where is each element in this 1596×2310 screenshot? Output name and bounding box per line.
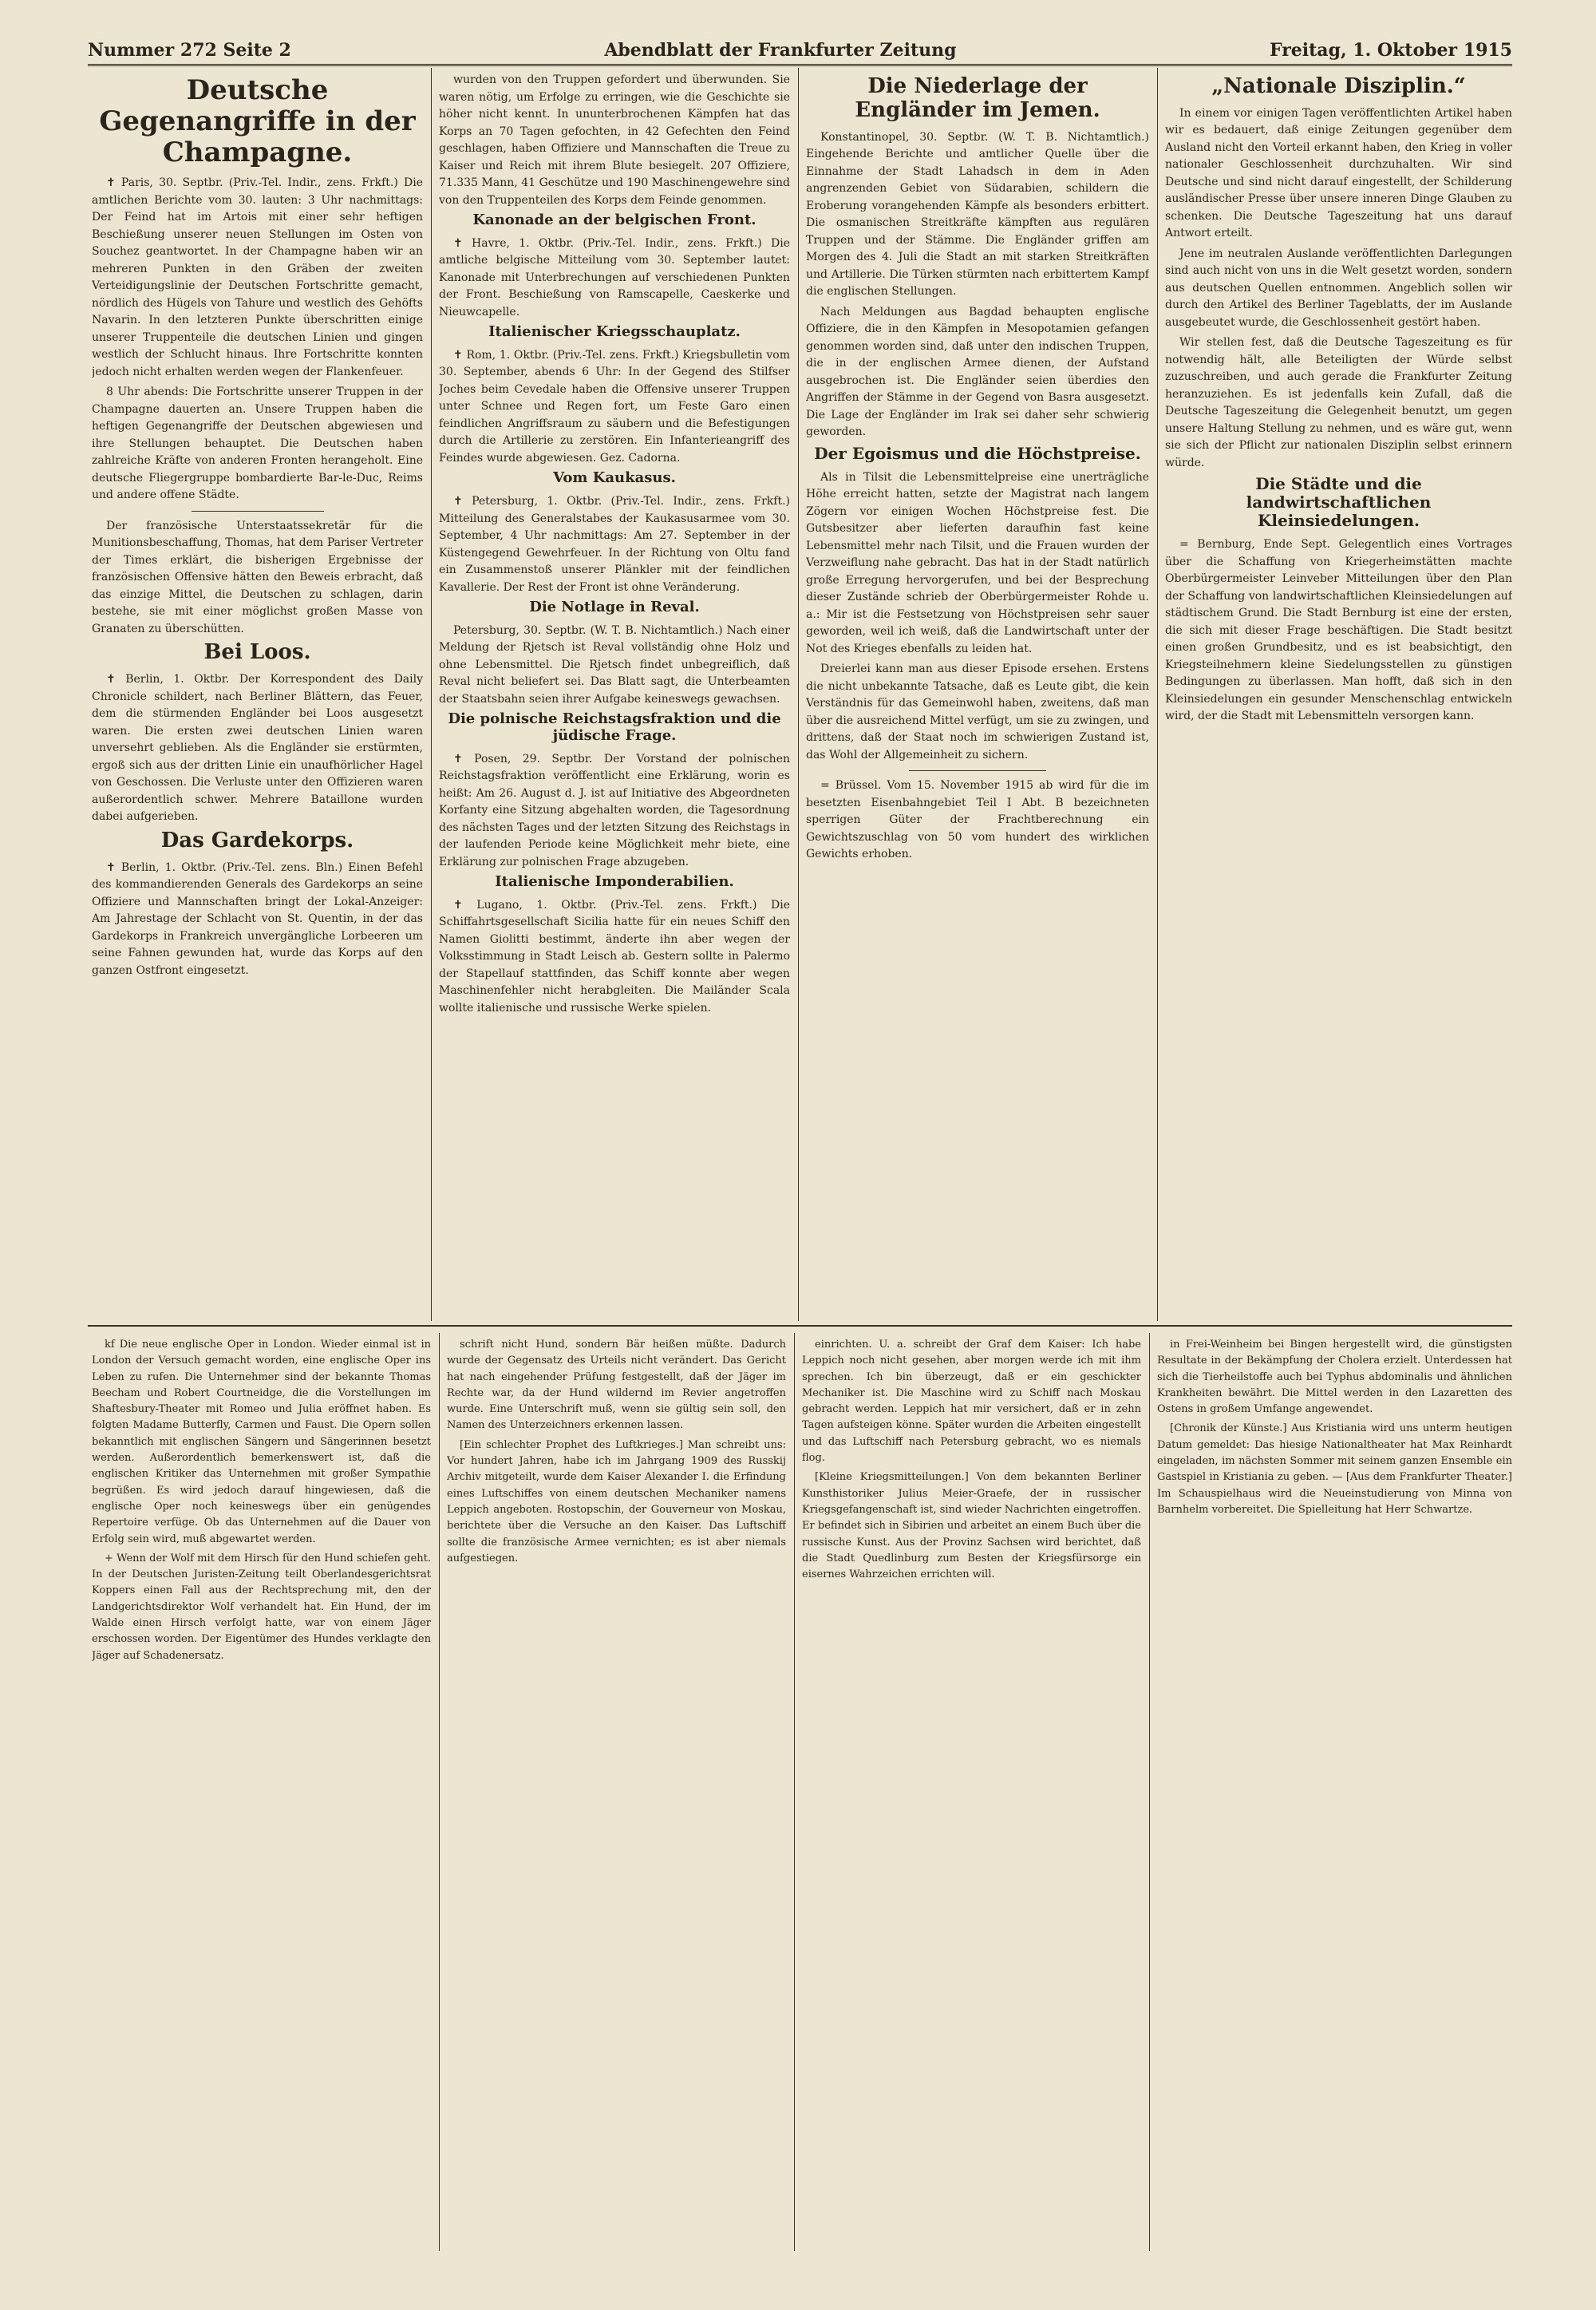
feuilleton-paragraph: [Chronik der Künste.] Aus Kristiania wird uns unterm heutigen Datum gemeldet: Das hiesige Nationaltheater hat Max Reinhardt eingeladen, im nächsten Sommer mit seinem ganzen Ensemble ein Gastspiel in Kristiania zu geben. — [Aus dem Frankfurter Theater.] Im Schauspielhaus wird die Neueinstudierung von Minna von Barnhelm vorbereitet. Die Spielleitung hat Herr Schwartze. <box>1157 1422 1512 1516</box>
article-paragraph: = Brüssel. Vom 15. November 1915 ab wird für die im besetzten Eisenbahngebiet Teil I Abt. B bezeichneten sperrigen Güter der Frachtberechnung ein Gewichtszuschlag von 50 vom hundert des wirklichen Gewichts erhoben. <box>806 779 1149 861</box>
feuilleton-column-4 <box>1157 1337 1512 2255</box>
article-paragraph: Dreierlei kann man aus dieser Episode ersehen. Erstens die nicht unbekannte Tatsache, daß es Leute gibt, die kein Verständnis für das Gemeinwohl haben, zweitens, daß man über die ausreichend Mittel verfügt, um sie zu zwingen, und drittens, daß der Staat noch im schwierigen Zustand ist, das Wohl der Allgemeinheit zu sichern. <box>806 663 1149 761</box>
headline-jemen: Die Niederlage der Engländer im Jemen. <box>855 74 1100 122</box>
column-2 <box>439 72 790 1321</box>
headline-hoechstpreise: Der Egoismus und die Höchstpreise. <box>814 443 1141 463</box>
article-paragraph: ✝ Havre, 1. Oktbr. (Priv.-Tel. Indir., zens. Frkft.) Die amtliche belgische Mitteilung vom 30. September lautet: Kanonade mit Unterbrechungen auf verschiedenen Punkten der Front. Beschießung von Ramscapelle, Caeskerke und Nieuwcapelle. <box>439 236 790 318</box>
masthead-date: Freitag, 1. Oktober 1915 <box>1269 40 1512 61</box>
column-rule <box>431 68 432 1321</box>
headline-reval: Die Notlage in Reval. <box>529 599 700 616</box>
column-rule <box>1149 1333 1150 2251</box>
article-paragraph: ✝ Paris, 30. Septbr. (Priv.-Tel. Indir., zens. Frkft.) Die amtlichen Berichte vom 30. lauten: 3 Uhr nachmittags: Der Feind hat im Artois mit einer sehr heftigen Beschießung unserer neuen Stellungen im Osten von Souchez geantwortet. In der Champagne haben wir an mehreren Punkten in den Gräben der zweiten Verteidigungslinie der Deutschen Fortschritte gemacht, nördlich des Hügels von Tahure und westlich des Gehöfts Navarin. In den letzteren Punkte überschritten einige unserer Truppenteile die deutschen Linien und gingen westlich der Schlucht hinaus. Ihre Fortschritte konnten jedoch nicht erhalten werden wegen der Flankenfeuer. <box>92 176 423 378</box>
article-paragraph: Konstantinopel, 30. Septbr. (W. T. B. Nichtamtlich.) Eingehende Berichte und amtlicher Quelle über die Einnahme der Stadt Lahadsch in dem in Aden angrenzenden Gebiet von Südarabien, schildern die Eroberung vorangehenden Kämpfe als besonders erbittert. Die osmanischen Streitkräfte kämpften aus regulären Truppen und der Stämme. Die Engländer griffen am Morgen des 4. Juli die Stadt an mit starken Streitkräften und Artillerie. Die Türken stürmten nach erbittertem Kampf die englischen Stellungen. <box>806 130 1149 299</box>
article-paragraph: = Bernburg, Ende Sept. Gelegentlich eines Vortrages über die Schaffung von Kriegerheimstätten machte Oberbürgermeister Leinveber Mitteilungen über den Plan der Schaffung von landwirtschaftlichen Kleinsiedelungen auf städtischem Grund. Die Stadt Bernburg ist eine der ersten, die sich mit dieser Frage beschäftigen. Die Stadt besitzt einen großen Grundbesitz, und es ist beabsichtigt, den Kriegsteilnehmern kleine Siedelungsstellen zu günstigen Bedingungen zu überlassen. Man hofft, daß sich in den Kleinsiedelungen ein gesunder Menschenschlag entwickeln wird, der die Stadt mit Lebensmitteln versorgen kann. <box>1165 538 1512 723</box>
article-paragraph: ✝ Lugano, 1. Oktbr. (Priv.-Tel. zens. Frkft.) Die Schiffahrtsgesellschaft Sicilia hatte für ein neues Schiff den Namen Giolitti bestimmt, änderte ihn aber wegen der Volksstimmung in Stadt Leisch ab. Gestern sollte in Palermo der Stapellauf stattfinden, das Schiff konnte aber wegen Maschinenfehler nicht herabgleiten. Die Mailänder Scala wollte italienische und russische Werke spielen. <box>439 898 790 1015</box>
masthead-title: Abendblatt der Frankfurter Zeitung <box>604 40 957 61</box>
article-paragraph: Jene im neutralen Auslande veröffentlichten Darlegungen sind auch nicht von uns in die Welt gesetzt worden, sondern aus deutschen Quellen entnommen. Angeblich sollen wir durch den Artikel des Berliner Tageblatts, der im Auslande ausgebeutet wurde, die Geschlossenheit gestört haben. <box>1165 247 1512 329</box>
feuilleton-divider <box>88 1325 1512 1327</box>
headline-kleinsiedelungen: Die Städte und die landwirtschaftlichen Kleinsiedelungen. <box>1246 474 1432 531</box>
column-4 <box>1165 72 1512 1321</box>
headline-caucasus: Vom Kaukasus. <box>553 469 676 487</box>
masthead <box>88 40 1512 66</box>
feuilleton-paragraph: in Frei-Weinheim bei Bingen hergestellt wird, die günstigsten Resultate in der Bekämpfung der Cholera erzielt. Unterdessen hat sich die Tierheilstoffe auch bei Typhus abdominalis und ähnlichen Krankheiten bewährt. Die Mittel werden in den Lazaretten des Ostens in großem Umfange angewendet. <box>1157 1339 1512 1416</box>
article-paragraph: wurden von den Truppen gefordert und überwunden. Sie waren nötig, um Erfolge zu erringen, wie die Geschichte sie höher nicht kennt. In ununterbrochenen Kämpfen hat das Korps an 70 Tagen gefochten, in 42 Gefechten den Feind geschlagen, haben Offiziere und Mannschaften die Treue zu Kaiser und Reich mit ihrem Blute besiegelt. 207 Offiziere, 71.335 Mann, 41 Geschütze und 190 Maschinengewehre sind von den Truppenteilen des Korps dem Feinde genommen. <box>439 73 790 207</box>
feuilleton-paragraph: [Ein schlechter Prophet des Luftkrieges.] Man schreibt uns: Vor hundert Jahren, habe ich im Jahrgang 1909 des Russkij Archiv mitgeteilt, wurde dem Kaiser Alexander I. die Erfindung eines Luftschiffes von einem deutschen Mechaniker namens Leppich angeboten. Rostopschin, der Gouverneur von Moskau, berichtete über die Versuche an den Kaiser. Das Luftschiff sollte die französische Armee vernichten; es ist aber niemals aufgestiegen. <box>447 1438 786 1564</box>
feuilleton-paragraph: kf Die neue englische Oper in London. Wieder einmal ist in London der Versuch gemacht worden, eine englische Oper ins Leben zu rufen. Die Unternehmer sind der bekannte Thomas Beecham und Robert Courtneidge, die die Vorstellungen im Shaftesbury-Theater mit Romeo und Julia eröffnet haben. Es folgten Madame Butterfly, Carmen und Faust. Die Opern sollen bekanntlich mit englischen Sängern und Sängerinnen besetzt werden. Außerordentlich bemerkenswert ist, daß die englischen Kritiker das Unternehmen mit großer Sympathie begrüßen. Es wird jedoch darauf hingewiesen, daß die englische Oper noch keineswegs über ein genügendes Repertoire verfüge. Ob das Unternehmen auf die Dauer von Erfolg sein wird, muß abgewartet werden. <box>92 1339 431 1545</box>
headline-italian-front: Italienischer Kriegsschauplatz. <box>488 323 741 341</box>
headline-gardekorps: Das Gardekorps. <box>160 828 354 852</box>
headline-champagne: Deutsche Gegenangriffe in der Champagne. <box>99 74 416 169</box>
headline-disziplin: „Nationale Disziplin.“ <box>1211 74 1466 98</box>
article-paragraph: In einem vor einigen Tagen veröffentlichten Artikel haben wir es bedauert, daß einige Zeitungen gegenüber dem Ausland nicht den Vorteil erkannt haben, den Krieg in voller nationaler Geschlossenheit durchzuhalten. Wir sind Deutsche und sind nicht darauf eingestellt, der Schilderung ausländischer Presse über unsere inneren Dinge Glauben zu schenken. Die Deutsche Tageszeitung hat uns darauf Antwort erteilt. <box>1165 106 1512 240</box>
feuilleton-paragraph: [Kleine Kriegsmitteilungen.] Von dem bekannten Berliner Kunsthistoriker Julius Meier-Graefe, der in russischer Kriegsgefangenschaft ist, sind wieder Nachrichten eingetroffen. Er befindet sich in Sibirien und arbeitet an einem Buch über die russische Kunst. Aus der Provinz Sachsen wird berichtet, daß die Stadt Quedlinburg zum Besten der Kriegsfürsorge ein eisernes Wahrzeichen errichten will. <box>802 1471 1141 1581</box>
column-rule <box>1157 68 1158 1321</box>
column-rule <box>798 68 799 1321</box>
feuilleton-paragraph: schrift nicht Hund, sondern Bär heißen müßte. Dadurch wurde der Gegensatz des Urteils nicht verändert. Das Gericht hat nach eingehender Prüfung festgestellt, daß der Jäger im Rechte war, da der Hund wildernd im Revier angetroffen wurde. Eine Unterschrift muß, wenn sie gültig sein soll, den Namen des Unterzeichners erkennen lassen. <box>447 1339 786 1432</box>
feuilleton-column-2 <box>447 1337 786 2255</box>
column-rule <box>439 1333 440 2251</box>
article-paragraph: ✝ Berlin, 1. Oktbr. Der Korrespondent des Daily Chronicle schildert, nach Berliner Blättern, das Feuer, dem die stürmenden Engländer bei Loos ausgesetzt waren. Die ersten zwei deutschen Linien waren unversehrt geblieben. Als die Engländer sie erstürmten, ergoß sich aus der dritten Linie ein unaufhörlicher Hagel von Geschossen. Die Verluste unter den Offizieren waren außerordentlich schwer. Mehrere Bataillone wurden dabei aufgerieben. <box>92 673 423 824</box>
article-paragraph: Wir stellen fest, daß die Deutsche Tageszeitung es für notwendig hält, alle Beteiligten der Würde selbst zuzuschreiben, und auch gerade die Frankfurter Zeitung heranzuziehen. Es ist jedenfalls kein Zufall, daß die Deutsche Tageszeitung die Gelegenheit benutzt, um gegen unsere Haltung Stellung zu nehmen, und es wäre gut, wenn sie sich der Pflicht zur nationalen Disziplin selbst erinnern würde. <box>1165 336 1512 469</box>
article-paragraph: ✝ Berlin, 1. Oktbr. (Priv.-Tel. zens. Bln.) Einen Befehl des kommandierenden Generals des Gardekorps an seine Offiziere und Mannschaften bringt der Lokal-Anzeiger: Am Jahrestage der Schlacht von St. Quentin, in der das Gardekorps in Frankreich unvergängliche Lorbeeren um seine Fahnen gewunden hat, wurde das Korps auf den ganzen Ostfront eingesetzt. <box>92 860 423 977</box>
separator <box>192 511 324 512</box>
feuilleton-column-1 <box>92 1337 431 2255</box>
headline-belgian-front: Kanonade an der belgischen Front. <box>472 212 757 228</box>
masthead-issue: Nummer 272 Seite 2 <box>88 40 291 61</box>
column-rule <box>794 1333 795 2251</box>
feuilleton-paragraph: einrichten. U. a. schreibt der Graf dem Kaiser: Ich habe Leppich noch nicht gesehen, aber morgen werde ich mit ihm sprechen. Ich bin überzeugt, daß er ein geschickter Mechaniker ist. Die Maschine wird zu Schiff nach Moskau gebracht werden. Leppich hat mir versichert, daß er in zehn Tagen aufsteigen könne. Später wurden die Arbeiten eingestellt und das Luftschiff nach Petersburg gebracht, wo es niemals flog. <box>802 1339 1141 1465</box>
separator <box>909 770 1046 771</box>
feuilleton-column-3 <box>802 1337 1141 2255</box>
headline-polish-faction: Die polnische Reichstagsfraktion und die jüdische Frage. <box>448 710 781 744</box>
article-paragraph: ✝ Rom, 1. Oktbr. (Priv.-Tel. zens. Frkft.) Kriegsbulletin vom 30. September, abends 6 Uhr: In der Gegend des Stilfser Joches beim Cevedale haben die Offensive unserer Truppen unter Schnee und Regen fort, um Feste Garo einen feindlichen Angriffsraum zu säubern und die Befestigungen durch die Artillerie zu zerstören. Ein Infanterieangriff des Feindes wurde abgewiesen. Gez. Cadorna. <box>439 348 790 465</box>
headline-loos: Bei Loos. <box>203 640 311 665</box>
article-paragraph: Petersburg, 30. Septbr. (W. T. B. Nichtamtlich.) Nach einer Meldung der Rjetsch ist Reval vollständig ohne Holz und ohne Lebensmittel. Die Rjetsch findet unbegreiflich, daß Reval nicht beliefert sei. Das Blatt sagt, die Unterbeamten der Staatsbahn seien ihrer Aufgabe keineswegs gewachsen. <box>439 623 790 706</box>
article-paragraph: 8 Uhr abends: Die Fortschritte unserer Truppen in der Champagne dauerten an. Unsere Truppen haben die heftigen Gegenangriffe der Deutschen abgewiesen und ihre Stellungen behauptet. Die Deutschen haben zahlreiche Kräfte von anderen Fronten herangeholt. Eine deutsche Fliegergruppe bombardierte Bar-le-Duc, Reims und andere offene Städte. <box>92 386 423 502</box>
article-paragraph: Nach Meldungen aus Bagdad behaupten englische Offiziere, die in den Kämpfen in Mesopotamien gefangen genommen worden sind, daß unter den indischen Truppen, die in der englischen Armee dienen, der Aufstand ausgebrochen ist. Die Engländer seien überdies den Angriffen der Stämme in der Gegend von Basra ausgesetzt. Die Lage der Engländer im Irak sei daher sehr schwierig geworden. <box>806 305 1149 439</box>
headline-imponderabilien: Italienische Imponderabilien. <box>495 873 734 891</box>
column-3 <box>806 72 1149 1321</box>
article-paragraph: Als in Tilsit die Lebensmittelpreise eine unerträgliche Höhe erreicht hatten, setzte der Magistrat nach langem Zögern vor einigen Wochen Höchstpreise fest. Die Gutsbesitzer aber lieferten daraufhin fast keine Lebensmittel mehr nach Tilsit, und die Frauen wurden der Verzweiflung nahe gebracht. Das hat in der Stadt natürlich große Erregung hervorgerufen, und bei der Besprechung dieser Zustände schrieb der Oberbürgermeister Rohde u. a.: Mir ist die Festsetzung von Höchstpreisen sehr sauer geworden, weil ich weiß, daß die Landwirtschaft unter der Not des Krieges ebenfalls zu leiden hat. <box>806 470 1149 655</box>
article-paragraph: Der französische Unterstaatssekretär für die Munitionsbeschaffung, Thomas, hat dem Pariser Vertreter der Times erklärt, die bisherigen Ergebnisse der französischen Offensive hätten den Beweis erbracht, daß das einzige Mittel, die Deutschen zu schlagen, darin bestehe, sie mit einer möglichst großen Masse von Granaten zu überschütten. <box>92 519 423 635</box>
article-paragraph: ✝ Petersburg, 1. Oktbr. (Priv.-Tel. Indir., zens. Frkft.) Mitteilung des Generalstabes der Kaukasusarmee vom 30. September, 4 Uhr nachmittags: Am 27. September in der Küstengegend Gewehrfeuer. In der Richtung von Oltu fand ein Zusammenstoß unserer Plänkler mit der feindlichen Kavallerie. Der Rest der Front ist ohne Veränderung. <box>439 495 790 594</box>
feuilleton-paragraph: + Wenn der Wolf mit dem Hirsch für den Hund schiefen geht. In der Deutschen Juristen-Zeitung teilt Oberlandesgerichtsrat Koppers einen Fall aus der Rechtsprechung mit, den der Landgerichtsdirektor Wolf verhandelt hat. Ein Hund, der im Walde einen Hirsch verfolgt hatte, war von einem Jäger erschossen worden. Der Eigentümer des Hundes verklagte den Jäger auf Schadenersatz. <box>92 1552 431 1662</box>
column-1 <box>92 72 423 1321</box>
article-paragraph: ✝ Posen, 29. Septbr. Der Vorstand der polnischen Reichstagsfraktion veröffentlicht eine Erklärung, worin es heißt: Am 26. August d. J. ist auf Initiative des Abgeordneten Korfanty eine Sitzung abgehalten worden, die Tagesordnung des nächsten Tages und der letzten Sitzung des Reichstags in der laufenden Periode keine Möglichkeit mehr biete, eine Erklärung zur polnischen Frage abzugeben. <box>439 752 790 868</box>
